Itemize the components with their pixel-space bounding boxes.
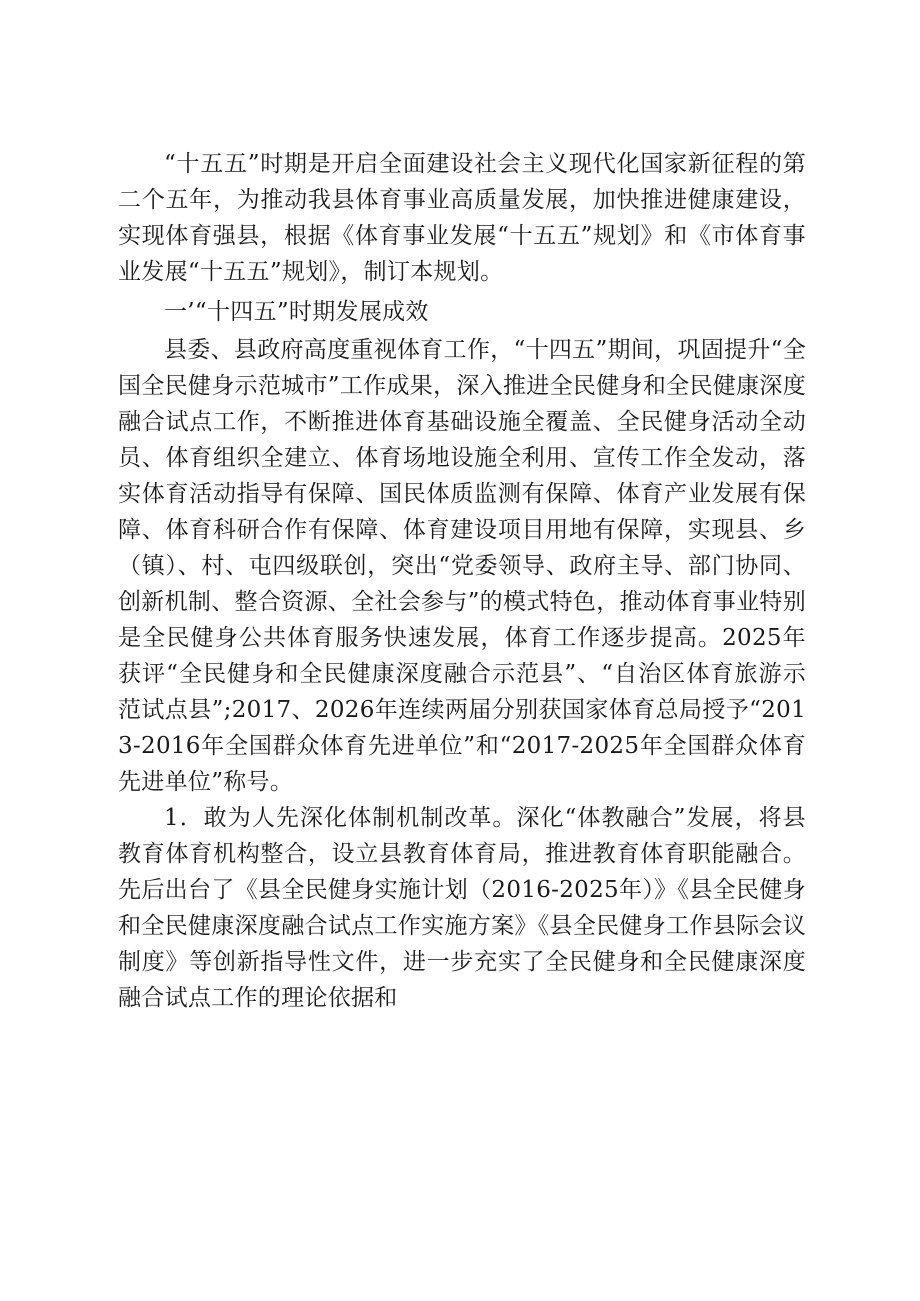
reform-paragraph: 1．敢为人先深化体制机制改革。深化“体教融合”发展，将县教育体育机构整合，设立县教育体育局，推进教育体育职能融合。先后出台了《县全民健身实施计划（2016-2025年）》《县全民健身和全民健康深度融合试点工作实施方案》《县全民健身工作县际会议制度》等创新指导性文件，进一步充实了全民健身和全民健康深度融合试点工作的理论依据和 [118,805,806,1011]
intro-paragraph: “十五五”时期是开启全面建设社会主义现代化国家新征程的第二个五年，为推动我县体育事业高质量发展，加快推进健康建设，实现体育强县，根据《体育事业发展“十五五”规划》和《市体育事业发展“十五五”规划》，制订本规划。 [118,151,806,285]
achievements-paragraph: 县委、县政府高度重视体育工作，“十四五”期间，巩固提升“全国全民健身示范城市”工作成果，深入推进全民健身和全民健康深度融合试点工作，不断推进体育基础设施全覆盖、全民健身活动全动员、体育组织全建立、体育场地设施全利用、宣传工作全发动，落实体育活动指导有保障、国民体质监测有保障、体育产业发展有保障、体育科研合作有保障、体育建设项目用地有保障，实现县、乡（镇）、村、屯四级联创，突出“党委领导、政府主导、部门协同、创新机制、整合资源、全社会参与”的模式特色，推动体育事业特别是全民健身公共体育服务快速发展，体育工作逐步提高。2025年获评“全民健身和全民健康深度融合示范县”、“自治区体育旅游示范试点县”;2017、2026年连续两届分别获国家体育总局授予“2013-2016年全国群众体育先进单位”和“2017-2025年全国群众体育先进单位”称号。 [118,337,806,795]
document-body [118,146,806,1016]
section-heading: 一’“十四五”时期发展成效 [164,299,429,325]
